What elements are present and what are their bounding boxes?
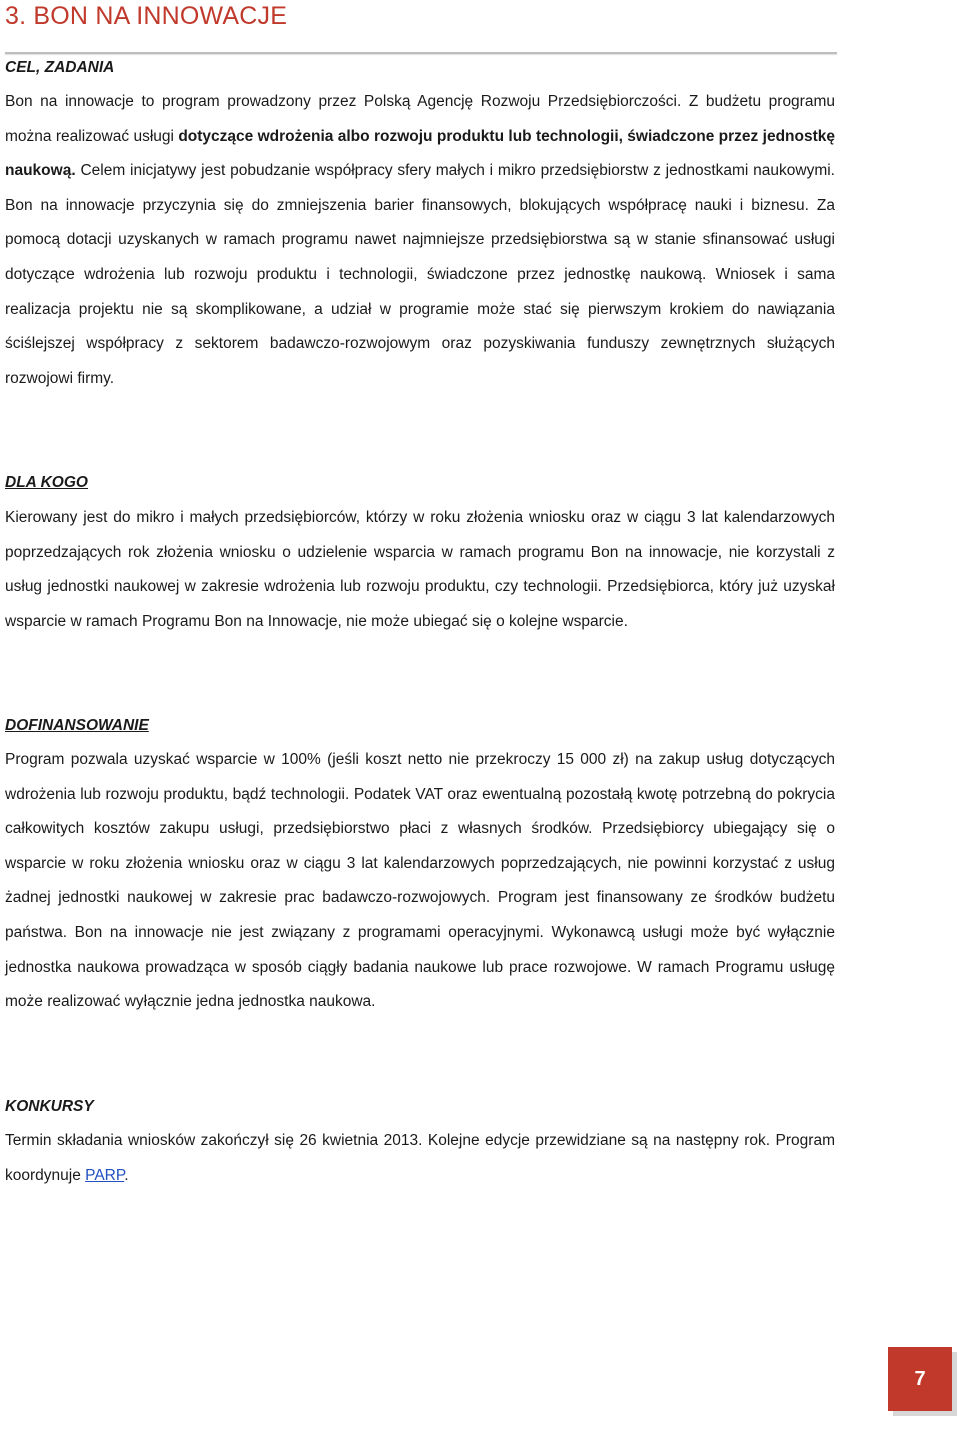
section-heading-cel-zadania: CEL, ZADANIA	[5, 59, 115, 76]
paragraph-run: Celem inicjatywy jest pobudzanie współpracy sfery małych i mikro przedsiębiorstw z jednostkami naukowymi. Bon na innowacje przyczynia się do zmniejszenia barier finansowych, blokujących współpracę nauki i biznesu. Za pomocą dotacji uzyskanych w ramach programu nawet najmniejsze przedsiębiorstwa są w stanie sfinansować usługi dotyczące wdrożenia lub rozwoju produktu i technologii, świadczone przez jednostkę naukową. Wniosek i sama realizacja projektu nie są skomplikowane, a udział w programie może stać się pierwszym krokiem do nawiązania ściślejszej współpracy z sektorem badawczo-rozwojowym oraz pozyskiwania funduszy zewnętrznych służących rozwojowi firmy.	[5, 162, 835, 387]
section-paragraph-cel-zadania	[5, 85, 835, 396]
page-number: 7	[914, 1367, 926, 1390]
section-heading-dofinansowanie: DOFINANSOWANIE	[5, 717, 149, 734]
section-paragraph-dofinansowanie: Program pozwala uzyskać wsparcie w 100% (jeśli koszt netto nie przekroczy 15 000 zł) na zakup usług dotyczących wdrożenia lub rozwoju produktu, bądź technologii. Podatek VAT oraz ewentualną pozostałą kwotę potrzebną do pokrycia całkowitych kosztów zakupu usługi, przedsiębiorstwo płaci z własnych środków. Przedsiębiorcy ubiegający się o wsparcie w roku złożenia wniosku oraz w ciągu 3 lat kalendarzowych poprzedzających, nie powinni korzystać z usług żadnej jednostki naukowej w zakresie prac badawczo-rozwojowych. Program jest finansowany ze środków budżetu państwa. Bon na innowacje nie jest związany z programami operacyjnymi. Wykonawcą usługi może być wyłącznie jednostka naukowa prowadząca w sposób ciągły badania naukowe lub prace rozwojowe. W ramach Programu usługę może realizować wyłącznie jedna jednostka naukowa.	[5, 751, 835, 1011]
section-paragraph-dla-kogo: Kierowany jest do mikro i małych przedsiębiorców, którzy w roku złożenia wniosku oraz w ciągu 3 lat kalendarzowych poprzedzających rok złożenia wniosku o udzielenie wsparcia w ramach programu Bon na innowacje, nie korzystali z usług jednostki naukowej w zakresie wdrożenia lub rozwoju produktu, czy technologii. Przedsiębiorca, który już uzyskał wsparcie w ramach Programu Bon na Innowacje, nie może ubiegać się o kolejne wsparcie.	[5, 509, 835, 630]
page-number-badge	[888, 1347, 952, 1411]
paragraph-run: Bon na innowacje to program prowadzony przez Polską Agencję Rozwoju Przedsiębiorczości. Z budżetu programu można realizować usługi	[5, 93, 835, 145]
section-heading-konkursy: KONKURSY	[5, 1098, 94, 1115]
paragraph-run: .	[124, 1166, 129, 1184]
parp-link[interactable]: PARP	[85, 1166, 125, 1184]
section-paragraph-konkursy	[5, 1124, 835, 1193]
section-heading-dla-kogo: DLA KOGO	[5, 474, 88, 491]
page-title: 3. BON NA INNOWACJE	[5, 2, 288, 30]
paragraph-run-bold: dotyczące wdrożenia albo rozwoju produktu lub technologii, świadczone przez jednostkę naukową.	[5, 127, 835, 180]
title-divider	[5, 52, 837, 54]
paragraph-run: Termin składania wniosków zakończył się 26 kwietnia 2013. Kolejne edycje przewidziane są na następny rok. Program koordynuje	[5, 1132, 835, 1184]
